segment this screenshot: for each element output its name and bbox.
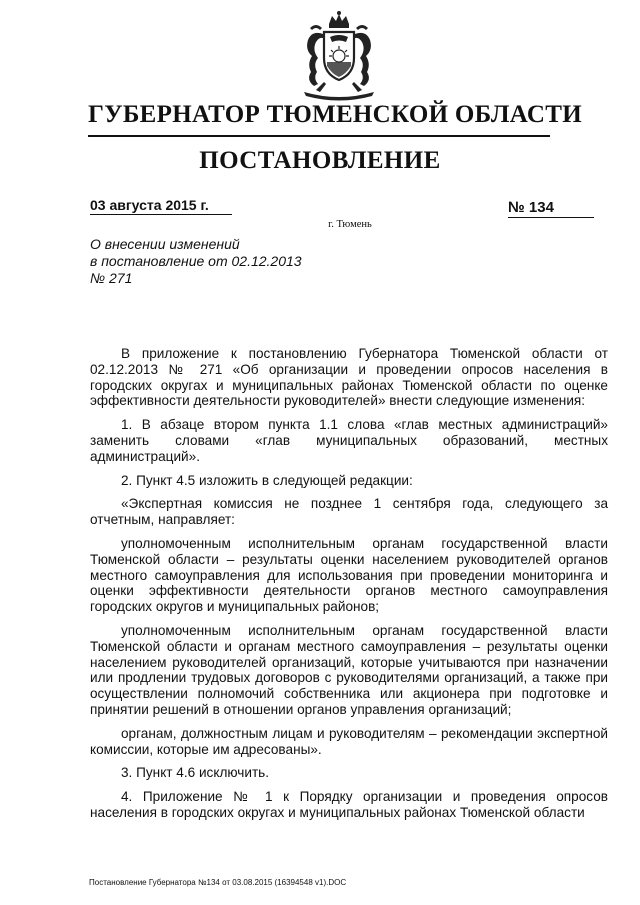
subject-line: О внесении изменений — [90, 236, 240, 252]
body-paragraph: «Экспертная комиссия не позднее 1 сентября года, следующего за отчетным, направляет: — [90, 496, 608, 528]
header-divider — [88, 135, 550, 137]
body-paragraph: 1. В абзаце втором пункта 1.1 слова «глав местных администраций» заменить словами «глав муниципальных образований, местных администраций». — [90, 417, 608, 464]
document-date: 03 августа 2015 г. — [90, 197, 232, 215]
body-paragraph: уполномоченным исполнительным органам государственной власти Тюменской области – результаты оценки населением руководителей органов местного самоуправления для использования при проведении мониторинга и оценки эффективности деятельности органов местного самоуправления городских округов и муниципальных районов; — [90, 535, 608, 615]
document-subject — [90, 236, 350, 287]
document-city: г. Тюмень — [328, 219, 372, 230]
subject-line: в постановление от 02.12.2013 — [90, 253, 302, 269]
body-paragraph: органам, должностным лицам и руководителям – рекомендации экспертной комиссии, которые им адресованы». — [90, 725, 608, 757]
issuing-authority: ГУБЕРНАТОР ТЮМЕНСКОЙ ОБЛАСТИ — [88, 101, 582, 128]
body-paragraph: 2. Пункт 4.5 изложить в следующей редакции: — [121, 472, 413, 488]
body-paragraph: уполномоченным исполнительным органам государственной власти Тюменской области и органам местного самоуправления – результаты оценки населением руководителей организаций, которые учитываются при назначении или продлении трудовых договоров с руководителями организаций, а также при осуществлении полномочий собственника или акционера при подготовке и принятии решений в отношении органов управления организаций; — [90, 622, 608, 717]
body-paragraph: 4. Приложение № 1 к Порядку организации и проведения опросов населения в городских округах и муниципальных районах Тюменской области — [90, 789, 608, 820]
body-paragraph: 3. Пункт 4.6 исключить. — [121, 765, 270, 781]
body-paragraph: В приложение к постановлению Губернатора Тюменской области от 02.12.2013 № 271 «Об организации и проведении опросов населения в городских округах и муниципальных районах Тюменской области по оценке эффективности деятельности руководителей» внести следующие изменения: — [90, 346, 608, 409]
file-footer: Постановление Губернатора №134 от 03.08.2015 (16394548 v1).DOC — [89, 878, 347, 887]
coat-of-arms-icon — [296, 10, 382, 102]
document-number: № 134 — [508, 199, 594, 218]
document-body — [90, 346, 608, 829]
subject-line: № 271 — [90, 270, 133, 286]
document-type: ПОСТАНОВЛЕНИЕ — [199, 147, 441, 174]
